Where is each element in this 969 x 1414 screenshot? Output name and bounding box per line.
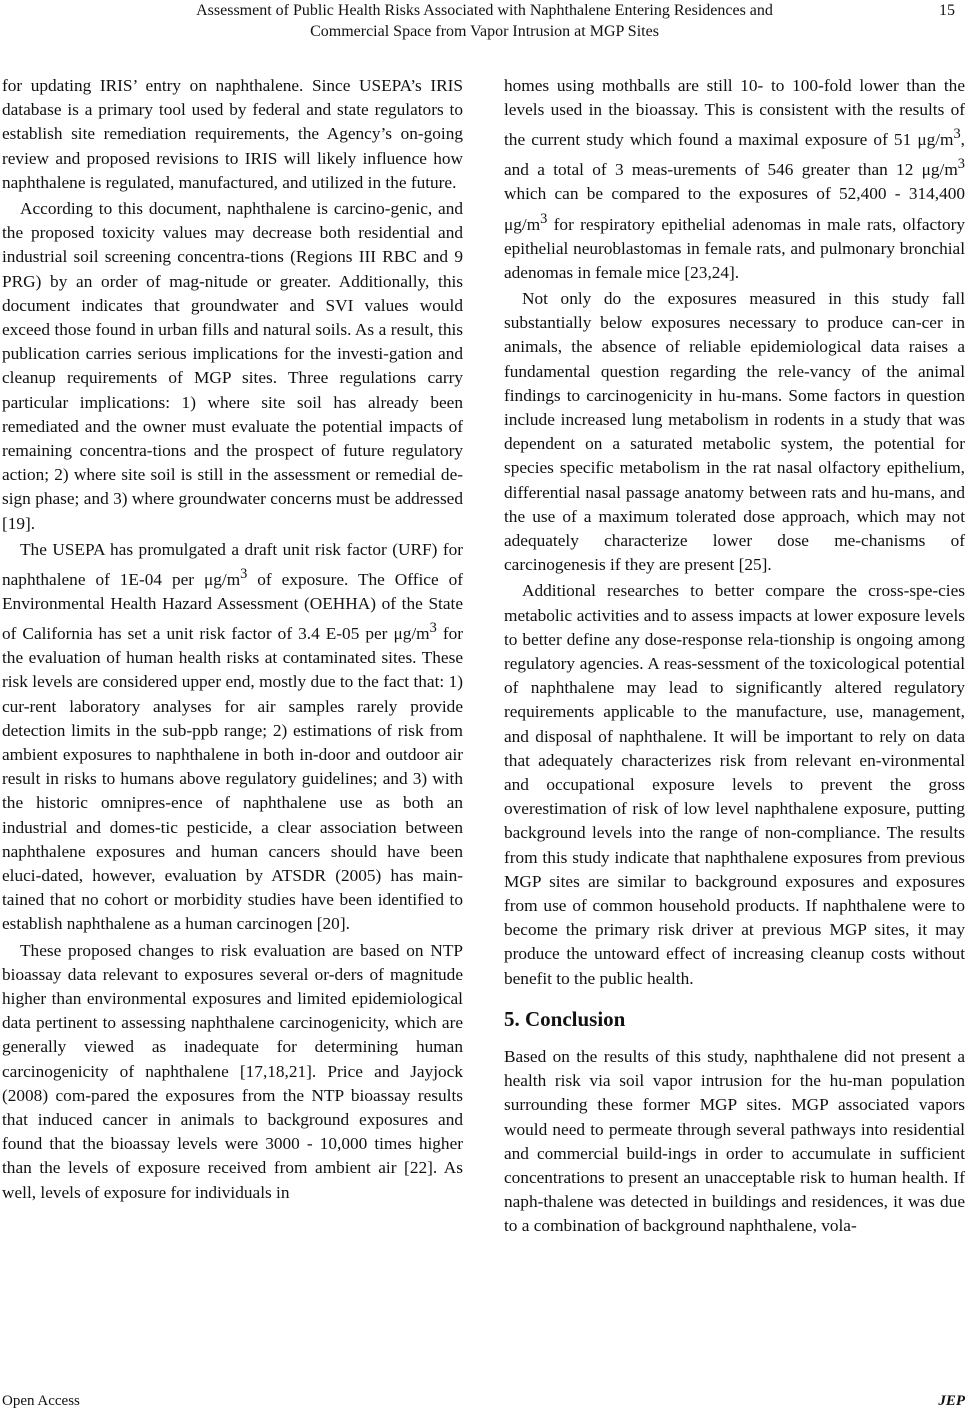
page-number: 15	[939, 2, 955, 19]
footer-journal-abbrev: JEP	[938, 1393, 965, 1409]
text-run: , and a total of 3 meas-urements of 546 greater than 12 μg/m	[504, 130, 965, 180]
text-run: for the evaluation of human health risks at contaminated sites. These risk levels are considered upper end, mostly due to the fact that: 1) cur-rent laboratory analyses for air samples rarely provide detection limits in the sub-ppb range; 2) estimations of risk from ambient exposures to naphthalene in both in-door and outdoor air result in risks to humans above regulatory guidelines; and 3) with the historic omnipres-ence of naphthalene use as both an industrial and domes-tic pesticide, a clear association between naphthalene exposures and human cancers should have been eluci-dated, however, evaluation by ATSDR (2005) has main-tained that no cohort or morbidity studies have been identified to establish naphthalene as a human carcinogen [20].	[2, 624, 463, 934]
paragraph: for updating IRIS’ entry on naphthalene. Since USEPA’s IRIS database is a primary tool used by federal and state regulators to establish site remediation requirements, the Agency’s on-going review and proposed revisions to IRIS will likely influence how naphthalene is regulated, manufactured, and utilized in the future.	[2, 76, 463, 192]
paragraph: Not only do the exposures measured in this study fall substantially below exposures necessary to produce can-cer in animals, the absence of reliable epidemiological data raises a fundamental question regarding the rele-vancy of the animal findings to carcinogenicity in hu-mans. Some factors in question include increased lung metabolism in rodents in a study that was dependent on a saturated metabolic system, the potential for species specific metabolism in the rat nasal olfactory epithelium, differential nasal passage anatomy between rats and hu-mans, and the use of a maximum tolerated dose approach, which may not adequately characterize lower dose me-chanisms of carcinogenesis if they are present [25].	[504, 288, 965, 575]
paragraph	[504, 74, 965, 285]
superscript: 3	[953, 126, 961, 143]
paragraph: According to this document, naphthalene is carcino-genic, and the proposed toxicity values may decrease both residential and industrial soil screening concentra-tions (Regions III RBC and 9 PRG) by an order of mag-nitude or greater. Additionally, this document indicates that groundwater and SVI values would exceed those found in urban fills and natural soils. As a result, this publication carries serious implications for the investi-gation and cleanup requirements of MGP sites. Three regulations carry particular implications: 1) where site soil has already been remediated and the owner must evaluate the potential impacts of remaining concentra-tions and the prospect of future regulatory action; 2) where site soil is still in the assessment or remedial de-sign phase; and 3) where groundwater concerns must be addressed [19].	[2, 199, 463, 533]
text-run: of exposure. The Office of Environmental Health Hazard Assessment (OEHHA) of the State of California has set a unit risk factor of 3.4 E-05 per μg/m	[2, 569, 463, 643]
paragraph: These proposed changes to risk evaluation are based on NTP bioassay data relevant to exposures several or-ders of magnitude higher than environmental exposures and limited epidemiological data pertinent to assessing naphthalene carcinogenicity, which are generally viewed as inadequate for determining human carcinogenicity of naphthalene [17,18,21]. Price and Jayjock (2008) com-pared the exposures from the NTP bioassay results that induced cancer in animals to background exposures and found that the bioassay levels were 3000 - 10,000 times higher than the levels of exposure received from ambient air [22]. As well, levels of exposure for individuals in	[2, 940, 463, 1202]
superscript: 3	[240, 566, 248, 583]
paragraph: Based on the results of this study, naphthalene did not present a health risk via soil vapor intrusion for the hu-man population surrounding these former MGP sites. MGP associated vapors would need to permeate through several pathways into residential and commercial build-ings in order to accumulate in sufficient concentrations to present an unacceptable risk to human health. If naph-thalene was detected in buildings and residences, it was due to a combination of background naphthalene, vola-	[504, 1047, 965, 1236]
running-title-line-1: Assessment of Public Health Risks Associated with Naphthalene Entering Residences and	[196, 2, 773, 19]
footer-open-access: Open Access	[2, 1393, 80, 1409]
text-run: which can be compared to the exposures of 52,400 - 314,400 μg/m	[504, 184, 965, 234]
superscript: 3	[429, 620, 437, 637]
text-run: The USEPA has promulgated a draft unit risk factor (URF) for naphthalene of 1E-04 per μg/m	[2, 539, 463, 589]
right-column	[504, 74, 965, 1239]
superscript: 3	[540, 210, 548, 227]
left-column	[2, 74, 463, 1205]
text-run: homes using mothballs are still 10- to 100-fold lower than the levels used in the bioassay. This is consistent with the results of the current study which found a maximal exposure of 51 μg/m	[504, 76, 965, 150]
paragraph: Additional researches to better compare the cross-spe-cies metabolic activities and to assess impacts at lower exposure levels to better define any dose-response rela-tionship is ongoing among regulatory agencies. A reas-sessment of the toxicological potential of naphthalene may lead to significantly altered regulatory requirements applicable to the manufacture, use, management, and disposal of naphthalene. It will be important to rely on data that adequately characterizes risk from relevant en-vironmental and occupational exposure levels to prevent the gross overestimation of risk of low level naphthalene exposure, putting background levels into the range of non-compliance. The results from this study indicate that naphthalene exposures from previous MGP sites are similar to background exposures and exposures from use of common household products. If naphthalene were to become the primary risk driver at previous MGP sites, it may produce the untoward effect of increasing cleanup costs without benefit to the public health.	[504, 581, 965, 988]
superscript: 3	[957, 156, 965, 173]
section-heading: 5. Conclusion	[504, 1006, 626, 1031]
paragraph	[2, 538, 463, 937]
running-header	[0, 0, 969, 42]
running-title-line-2: Commercial Space from Vapor Intrusion at MGP Sites	[310, 23, 659, 40]
text-run: for respiratory epithelial adenomas in male rats, olfactory epithelial neuroblastomas in female rats, and pulmonary bronchial adenomas in female mice [23,24].	[504, 214, 965, 282]
